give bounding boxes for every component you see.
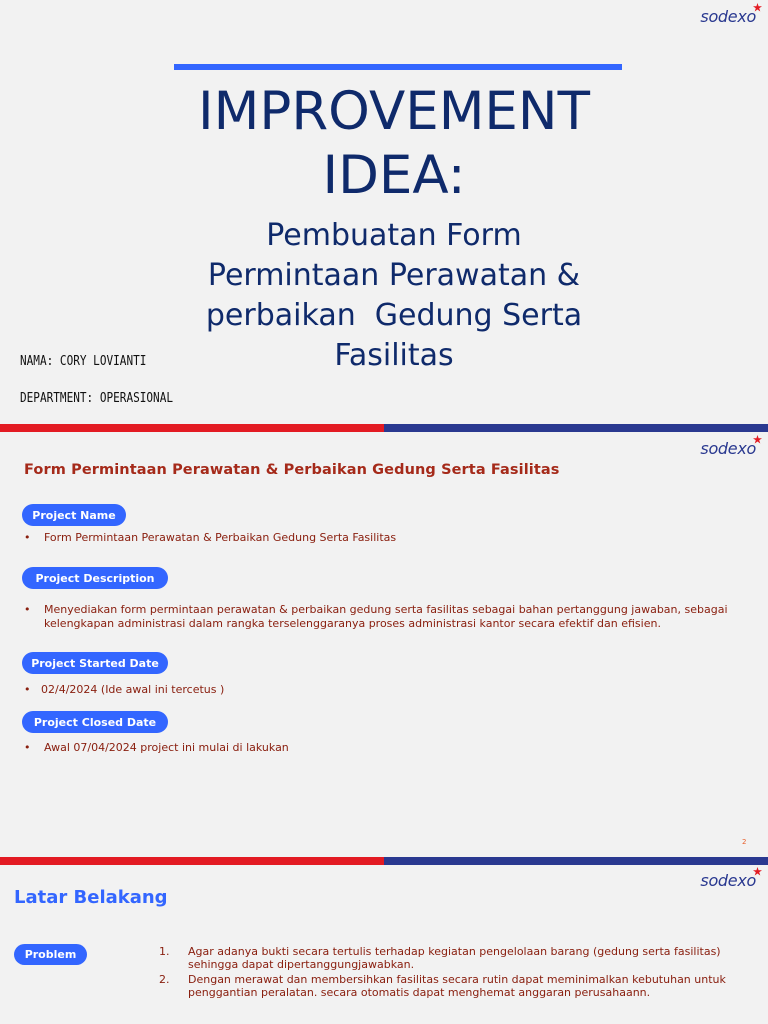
star-icon [753, 3, 762, 12]
list-item: 2. Dengan merawat dan membersihkan fasilitas secara rutin dapat meminimalkan kebutuhan untuk penggantian peralatan. secara otomatis dapat menghemat anggaran perusahaann. [159, 973, 726, 999]
slide-divider [0, 857, 768, 865]
sodexo-logo: sodexo [700, 7, 762, 26]
project-description-pill: Project Description [22, 567, 168, 589]
star-icon [753, 435, 762, 444]
sodexo-logo: sodexo [700, 871, 762, 890]
project-closed-date-pill: Project Closed Date [22, 711, 168, 733]
slide-divider [0, 424, 768, 432]
section-title: Latar Belakang [14, 887, 168, 908]
page-number: 2 [742, 838, 747, 846]
sodexo-logo: sodexo [700, 439, 762, 458]
author-name: NAMA: CORY LOVIANTI [20, 354, 147, 369]
department: DEPARTMENT: OPERASIONAL [20, 391, 174, 406]
star-icon [753, 867, 762, 876]
problem-pill: Problem [14, 944, 87, 965]
background-slide [0, 865, 768, 1024]
project-started-date-bullet: • 02/4/2024 (Ide awal ini tercetus ) [24, 683, 225, 696]
title-accent-bar [174, 64, 622, 70]
project-info-slide [0, 432, 768, 865]
title-slide [0, 0, 768, 432]
main-title: IMPROVEMENT IDEA: [198, 81, 590, 206]
list-item: 1. Agar adanya bukti secara tertulis terhadap kegiatan pengelolaan barang (gedung serta fasilitas) sehingga dapat dipertanggungjawabkan. [159, 945, 721, 971]
project-name-bullet: • Form Permintaan Perawatan & Perbaikan Gedung Serta Fasilitas [24, 531, 397, 544]
project-description-bullet: • Menyediakan form permintaan perawatan & perbaikan gedung serta fasilitas sebagai bahan pertanggung jawaban, sebagai kelengkapan administrasi dalam rangka terselenggaranya proses administrasi kantor secara efektif dan efisien. [24, 603, 728, 630]
project-closed-date-bullet: • Awal 07/04/2024 project ini mulai di lakukan [24, 741, 289, 754]
project-name-pill: Project Name [22, 504, 126, 526]
section-title: Form Permintaan Perawatan & Perbaikan Gedung Serta Fasilitas [24, 462, 560, 478]
project-started-date-pill: Project Started Date [22, 652, 168, 674]
subtitle: Pembuatan Form Permintaan Perawatan & perbaikan Gedung Serta Fasilitas [205, 218, 583, 373]
